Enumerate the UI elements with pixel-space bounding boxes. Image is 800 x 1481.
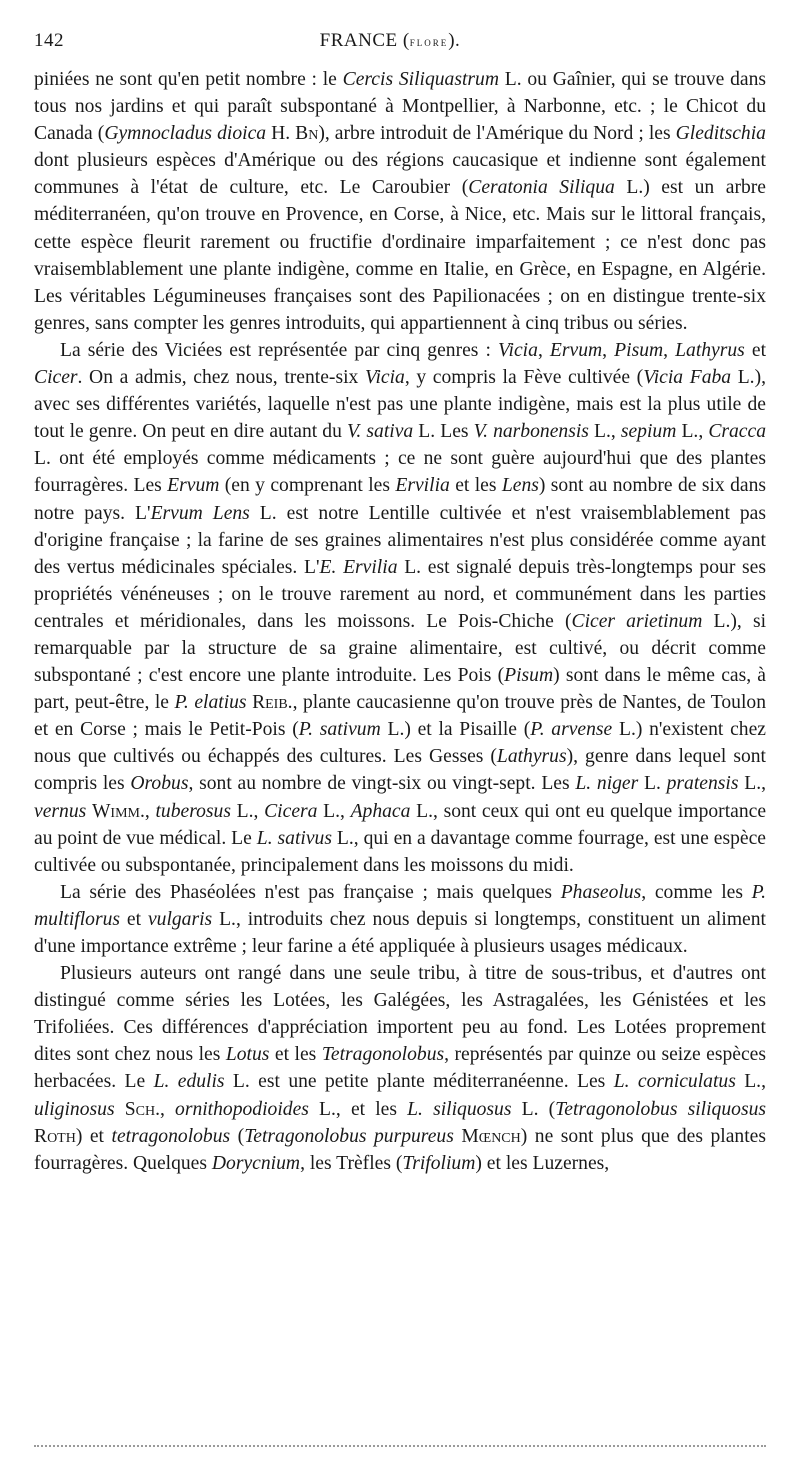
text-run: L., et les [308, 1098, 408, 1120]
text-run: et les [449, 475, 502, 497]
text-run: L. Les [413, 421, 474, 443]
italic-run: tuberosus [155, 800, 231, 822]
text-run: ), genre dans lequel sont compris les [34, 746, 766, 795]
running-head-end: ). [448, 30, 461, 51]
text-run: dont plusieurs espèces d'Amérique ou des régions caucasique et indienne sont également communes à l'état de culture, etc. Le Caroubier ( [34, 150, 766, 199]
text-run: L. est signalé depuis très-longtemps pour ses propriétés vénéneuses ; on le trouve rarement au nord, et communément dans les parties centrales et méridionales, dans les moissons. Le Pois-Chiche ( [34, 556, 766, 632]
text-run: L., qui en a davantage comme fourrage, est une espèce cultivée ou subspontanée, principalement dans les moissons du midi. [34, 827, 766, 876]
text-run: ), arbre introduit de l'Amérique du Nord ; les [318, 123, 676, 145]
page-header [34, 30, 766, 58]
text-run: , plante caucasienne qu'on trouve près de Nantes, de Toulon et en Corse ; mais le Petit-Pois ( [34, 692, 766, 741]
italic-run: Vicia Faba [643, 367, 732, 389]
italic-run: Lotus [225, 1044, 270, 1066]
text-run: . On a admis, chez nous, trente-six [77, 367, 365, 389]
italic-run: Trifolium [402, 1152, 476, 1174]
running-head-main: FRANCE ( [319, 30, 410, 51]
text-run: , [144, 800, 156, 822]
body-text [34, 66, 766, 1177]
text-run: piniées ne sont qu'en petit nombre : le [34, 69, 343, 90]
italic-run: Phaseolus [560, 881, 642, 903]
text-run: L., [738, 773, 766, 795]
text-run: , [602, 339, 615, 361]
text-run [115, 1099, 125, 1120]
text-run: L., [588, 421, 621, 443]
text-run: , représentés par quinze ou seize espèces herbacées. Le [34, 1044, 766, 1093]
italic-run: E. Ervilia [319, 556, 398, 578]
text-run: L., introduits chez nous depuis si longtemps, constituent un aliment d'une importance extrême ; leur farine a été appliquée à plusieurs usages médicaux. [34, 908, 766, 957]
italic-run: L. niger [575, 773, 639, 795]
italic-run: vernus [34, 800, 87, 822]
italic-run: L. sativus [256, 827, 332, 849]
italic-run: L. corniculatus [613, 1071, 736, 1093]
text-run: L., [735, 1071, 766, 1093]
text-run: , [663, 339, 676, 361]
italic-run: Ervilia [395, 475, 450, 497]
text-run: L., [317, 800, 351, 822]
italic-run: V. narbonensis [473, 421, 589, 443]
text-run: , [537, 339, 550, 361]
italic-run: uliginosus [34, 1098, 115, 1120]
text-run: ( [230, 1125, 245, 1147]
italic-run: pratensis [666, 773, 739, 795]
italic-run: sepium [620, 421, 677, 443]
paragraph-phaseolees [34, 879, 766, 960]
text-run: L., [230, 800, 265, 822]
italic-run: Gleditschia [675, 123, 766, 145]
paragraph-viciees [34, 337, 766, 879]
text-run: L.), avec ses différentes variétés, laquelle n'est pas une plante indigène, mais est la plus utile de tout le genre. On peut en dire autant du [34, 367, 767, 443]
text-run: , les Trèfles ( [300, 1152, 403, 1174]
text-run: L. ou Gaînier, qui se trouve dans tous nos jardins et qui paraît subspontané à Montpellier, à Narbonne, etc. ; le Chicot du Canada ( [34, 69, 766, 145]
text-run: L.) n'existent chez nous que cultivés ou échappés des cultures. Les Gesses ( [34, 719, 766, 768]
smallcaps-run: Roth [34, 1125, 76, 1147]
italic-run: vulgaris [147, 908, 213, 930]
text-run: L. est une petite plante méditerranéenne. Les [224, 1071, 614, 1093]
smallcaps-run: Reib. [252, 692, 293, 714]
italic-run: Cicer [34, 367, 78, 389]
text-run: L. ont été employés comme médicaments ; ce ne sont guère aujourd'hui que des plantes fourragères. Les [34, 448, 766, 497]
text-run: et [744, 339, 767, 361]
italic-run: V. sativa [346, 421, 414, 443]
italic-run: Tetragonolobus [321, 1044, 445, 1066]
italic-run: P. sativum [298, 719, 381, 741]
text-run: , sont au nombre de vingt-six ou vingt-sept. Les [188, 773, 576, 795]
italic-run: Lens [501, 475, 539, 497]
text-run: L. est notre Lentille cultivée et n'est vraisemblablement pas d'origine française ; la farine de ses graines alimentaires n'est plus considérée comme ayant des vertus médicinales spéciales. L' [34, 502, 766, 578]
text-run: , y compris la Fève cultivée ( [404, 367, 644, 389]
paragraph-caesalpinieae [34, 66, 766, 337]
italic-run: Vicia [498, 339, 538, 361]
text-run: et [120, 908, 148, 930]
text-run: ) sont dans le même cas, à part, peut-être, le [34, 665, 766, 714]
text-run: L.) est un arbre méditerranéen, qu'on trouve en Provence, en Corse, à Nice, etc. Mais sur le littoral français, cette espèce fleurit rarement ou fructifie d'ordinaire imparfaitement ; ce n'est donc pas vraisemblablement une plante indigène, comme en Italie, en Grèce, en Espagne, en Algérie. Les véritables Légumineuses françaises sont des Papilionacées ; on en distingue trente-six genres, sans compter les genres introduits, qui appartiennent à cinq tribus ou séries. [34, 177, 766, 334]
italic-run: P. multiflorus [34, 881, 766, 930]
running-head [74, 30, 766, 52]
italic-run: P. elatius [174, 692, 247, 714]
text-run: L.), si remarquable par la structure de sa graine alimentaire, est cultivé, ou décrit comme subspontané ; c'est encore une plante introduite. Les Pois ( [34, 610, 767, 687]
page-number: 142 [34, 30, 64, 51]
text-run: L.) et la Pisaille ( [380, 719, 531, 741]
italic-run: Lathyrus [496, 746, 567, 768]
text-run: ) sont au nombre de six dans notre pays. L' [34, 475, 766, 524]
text-run: H. [266, 123, 296, 145]
text-run: L. [638, 773, 667, 795]
text-run: et les [269, 1044, 322, 1066]
text-run: La série des Phaséolées n'est pas française ; mais quelques [60, 881, 561, 903]
italic-run: Ervum [549, 339, 603, 361]
italic-run: Dorycnium [211, 1152, 301, 1174]
text-run: ) ne sont plus que des plantes fourragères. Quelques [34, 1125, 766, 1174]
italic-run: Pisum [504, 665, 554, 687]
italic-run: Orobus [130, 773, 189, 795]
running-head-smallcaps: flore [409, 34, 449, 49]
italic-run: Tetragonolobus siliquosus [555, 1098, 766, 1120]
italic-run: tetragonolobus [111, 1125, 231, 1147]
italic-run: Tetragonolobus purpureus [244, 1125, 454, 1147]
smallcaps-run: Wimm. [91, 800, 145, 822]
italic-run: Cicera [264, 800, 318, 822]
italic-run: Ceratonia Siliqua [468, 177, 615, 199]
text-run: La série des Viciées est représentée par cinq genres : [60, 339, 499, 361]
text-run: ) et [75, 1125, 112, 1147]
italic-run: Cicer arietinum [571, 610, 703, 632]
text-run: L. ( [511, 1098, 556, 1120]
italic-run: P. arvense [530, 719, 613, 741]
text-run: Plusieurs auteurs ont rangé dans une seule tribu, à titre de sous-tribus, et d'autres ont distingué comme séries les Lotées, les Galégées, les Astragalées, les Génistées et les Trifoliées. Ces différences d'appréciation importent peu au fond. Les Lotées proprement dites sont chez nous les [34, 963, 766, 1066]
italic-run: Cracca [708, 421, 766, 443]
footer-dotted-rule [34, 1445, 766, 1447]
italic-run: Ervum [167, 475, 220, 497]
paragraph-lotees [34, 960, 766, 1177]
italic-run: Pisum [614, 339, 664, 361]
italic-run: ornithopodioides [175, 1098, 309, 1120]
text-run: , comme les [641, 881, 752, 903]
smallcaps-run: Sch. [124, 1098, 160, 1120]
text-run: , [159, 1098, 176, 1120]
italic-run: L. edulis [153, 1071, 225, 1093]
italic-run: Ervum Lens [150, 502, 250, 524]
text-run: L., [676, 421, 709, 443]
smallcaps-run: Mœnch [461, 1125, 521, 1147]
italic-run: Gymnocladus dioica [104, 123, 267, 145]
italic-run: Aphaca [350, 800, 411, 822]
text-run: L., sont ceux qui ont eu quelque importance au point de vue médical. Le [34, 800, 767, 849]
italic-run: Lathyrus [675, 339, 745, 361]
text-run: ) et les Luzernes, [475, 1152, 610, 1174]
italic-run: Cercis Siliquastrum [342, 69, 499, 90]
italic-run: L. siliquosus [407, 1098, 512, 1120]
text-run: (en y comprenant les [219, 475, 396, 497]
smallcaps-run: Bn [295, 123, 319, 145]
italic-run: Vicia [364, 367, 405, 389]
